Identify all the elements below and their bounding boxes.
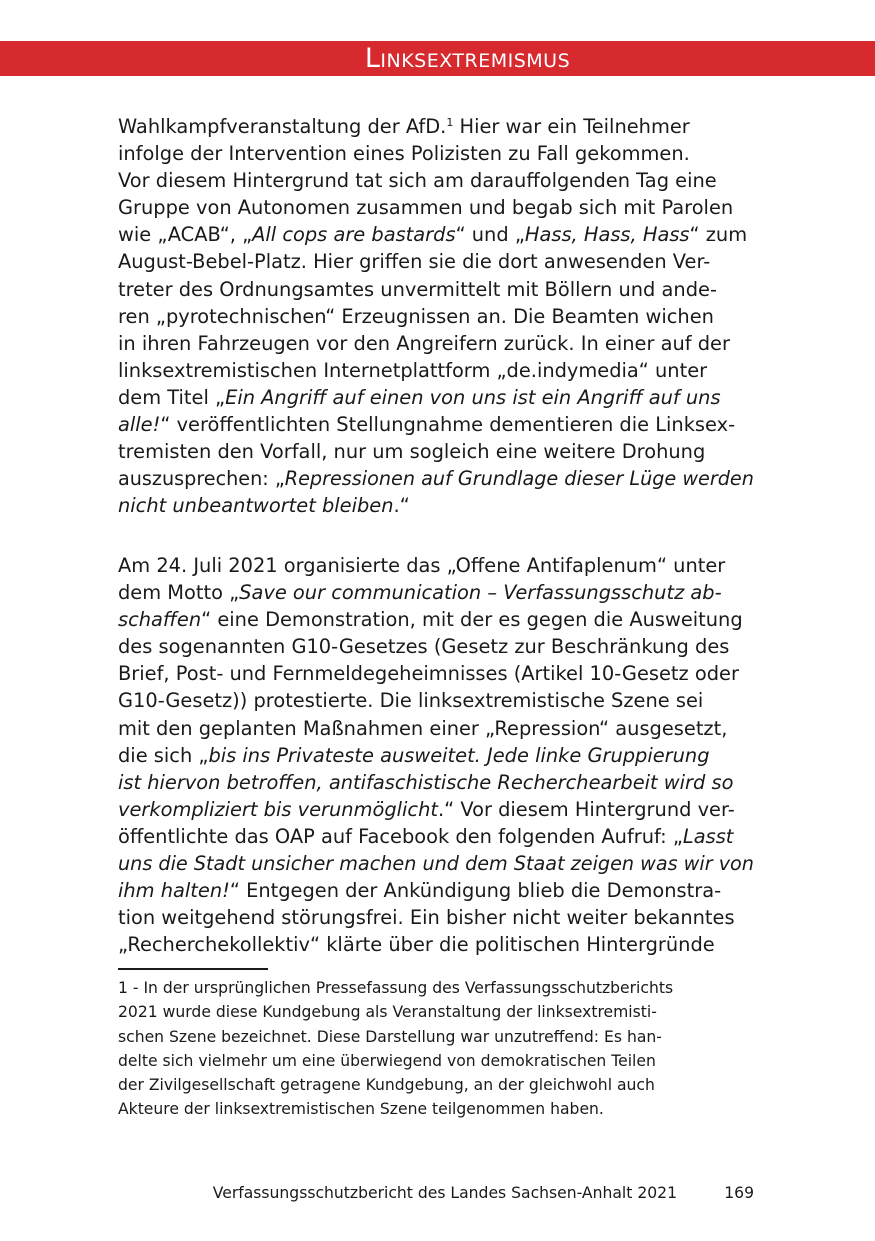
quote: nicht unbeantwortet bleiben (118, 494, 394, 518)
quote: schaffen (118, 608, 202, 632)
text-line: ihm halten!“ Entgegen der Ankündigung blieb die Demonstra- (118, 879, 722, 903)
text-line: dem Titel „Ein Angriff auf einen von uns ist ein Angriff auf uns (118, 385, 721, 409)
page-number: 169 (724, 1184, 754, 1202)
text-line: des sogenannten G10-Gesetzes (Gesetz zur Beschränkung des (118, 635, 730, 659)
text-line: tion weitgehend störungsfrei. Ein bisher nicht weiter bekanntes (118, 906, 735, 930)
paragraph-1 (118, 113, 754, 519)
footnote-line: schen Szene bezeichnet. Diese Darstellung war unzutreffend: Es han- (118, 1027, 662, 1046)
footnote-line: der Zivilgesellschaft getragene Kundgebung, an der gleichwohl auch (118, 1076, 655, 1095)
paragraph-2 (118, 552, 754, 958)
section-header-bar (0, 41, 875, 76)
text-line: ren „pyrotechnischen“ Erzeugnissen an. Die Beamten wichen (118, 304, 714, 328)
text-line: August-Bebel-Platz. Hier griffen sie die dort anwesenden Ver- (118, 250, 711, 274)
footnote-line: Akteure der linksextremistischen Szene teilgenommen haben. (118, 1100, 604, 1119)
text-line: auszusprechen: „Repressionen auf Grundlage dieser Lüge werden (118, 467, 754, 491)
footnote-divider (118, 968, 268, 970)
quote: Lasst (682, 824, 734, 848)
text-line: treter des Ordnungsamtes unvermittelt mit Böllern und ande- (118, 277, 717, 301)
section-title: Linksextremismus (364, 43, 571, 74)
quote: All cops are bastards (252, 223, 456, 247)
quote: ihm halten! (118, 879, 230, 903)
footnote-line: delte sich vielmehr um eine überwiegend von demokratischen Teilen (118, 1051, 656, 1070)
text-line: mit den geplanten Maßnahmen einer „Repression“ ausgesetzt, (118, 716, 728, 740)
text-line: die sich „bis ins Privateste ausweitet. Jede linke Gruppierung (118, 743, 710, 767)
quote: ist hiervon betroffen, antifaschistische Recherchearbeit wird so (118, 770, 734, 794)
footer-title: Verfassungsschutzbericht des Landes Sachsen-Anhalt 2021 (212, 1184, 677, 1202)
quote: alle! (118, 413, 161, 437)
quote: Repressionen auf Grundlage dieser Lüge werden (284, 467, 754, 491)
text-line: G10-Gesetz)) protestierte. Die linksextremistische Szene sei (118, 689, 704, 713)
text-line: alle!“ veröffentlichten Stellungnahme dementieren die Linksex- (118, 413, 736, 437)
footnote-line: 1 - In der ursprünglichen Pressefassung des Verfassungsschutzberichts (118, 979, 674, 997)
quote: bis ins Privateste ausweitet. Jede linke Gruppierung (208, 743, 710, 767)
text-line: Am 24. Juli 2021 organisierte das „Offene Antifaplenum“ unter (118, 554, 726, 577)
text-line (118, 850, 754, 877)
text-line: „Recherchekollektiv“ klärte über die politischen Hintergründe (118, 933, 715, 957)
text-line: linksextremistischen Internetplattform „de.indymedia“ unter (118, 358, 708, 382)
text-line: tremisten den Vorfall, nur um sogleich eine weitere Drohung (118, 440, 706, 464)
footnote-line: 2021 wurde diese Kundgebung als Veranstaltung der linksextremisti- (118, 1003, 657, 1022)
quote: Ein Angriff auf einen von uns ist ein Angriff auf uns (225, 385, 721, 409)
quote: Save our communication – Verfassungsschutz ab- (239, 581, 722, 605)
text-line: Wahlkampfveranstaltung der AfD.$^1$ Hier war ein Teilnehmer (118, 115, 690, 138)
text-line: Gruppe von Autonomen zusammen und begab sich mit Parolen (118, 196, 734, 220)
text-line: schaffen“ eine Demonstration, mit der es gegen die Ausweitung (118, 608, 743, 632)
footnote (118, 976, 758, 1122)
text-line: in ihren Fahrzeugen vor den Angreifern zurück. In einer auf der (118, 331, 730, 355)
text-line: infolge der Intervention eines Polizisten zu Fall gekommen. (118, 142, 690, 166)
quote: verkompliziert bis verunmöglicht (118, 797, 438, 821)
quote: uns die Stadt unsicher machen und dem Staat zeigen was wir von (118, 852, 754, 876)
text-line: dem Motto „Save our communication – Verfassungsschutz ab- (118, 581, 722, 605)
text-line: Brief, Post- und Fernmeldegeheimnisses (Artikel 10-Gesetz oder (118, 662, 739, 686)
text-line (118, 769, 754, 796)
text-line: nicht unbeantwortet bleiben.“ (118, 494, 410, 518)
footnote-ref: 1 (446, 116, 454, 129)
text-line: wie „ACAB“, „All cops are bastards“ und „Hass, Hass, Hass“ zum (118, 223, 748, 247)
text-line: verkompliziert bis verunmöglicht.“ Vor diesem Hintergrund ver- (118, 797, 735, 821)
quote: Hass, Hass, Hass (524, 223, 690, 247)
text-line: öffentlichte das OAP auf Facebook den folgenden Aufruf: „Lasst (118, 824, 734, 848)
text-line: Vor diesem Hintergrund tat sich am darauffolgenden Tag eine (118, 169, 717, 193)
